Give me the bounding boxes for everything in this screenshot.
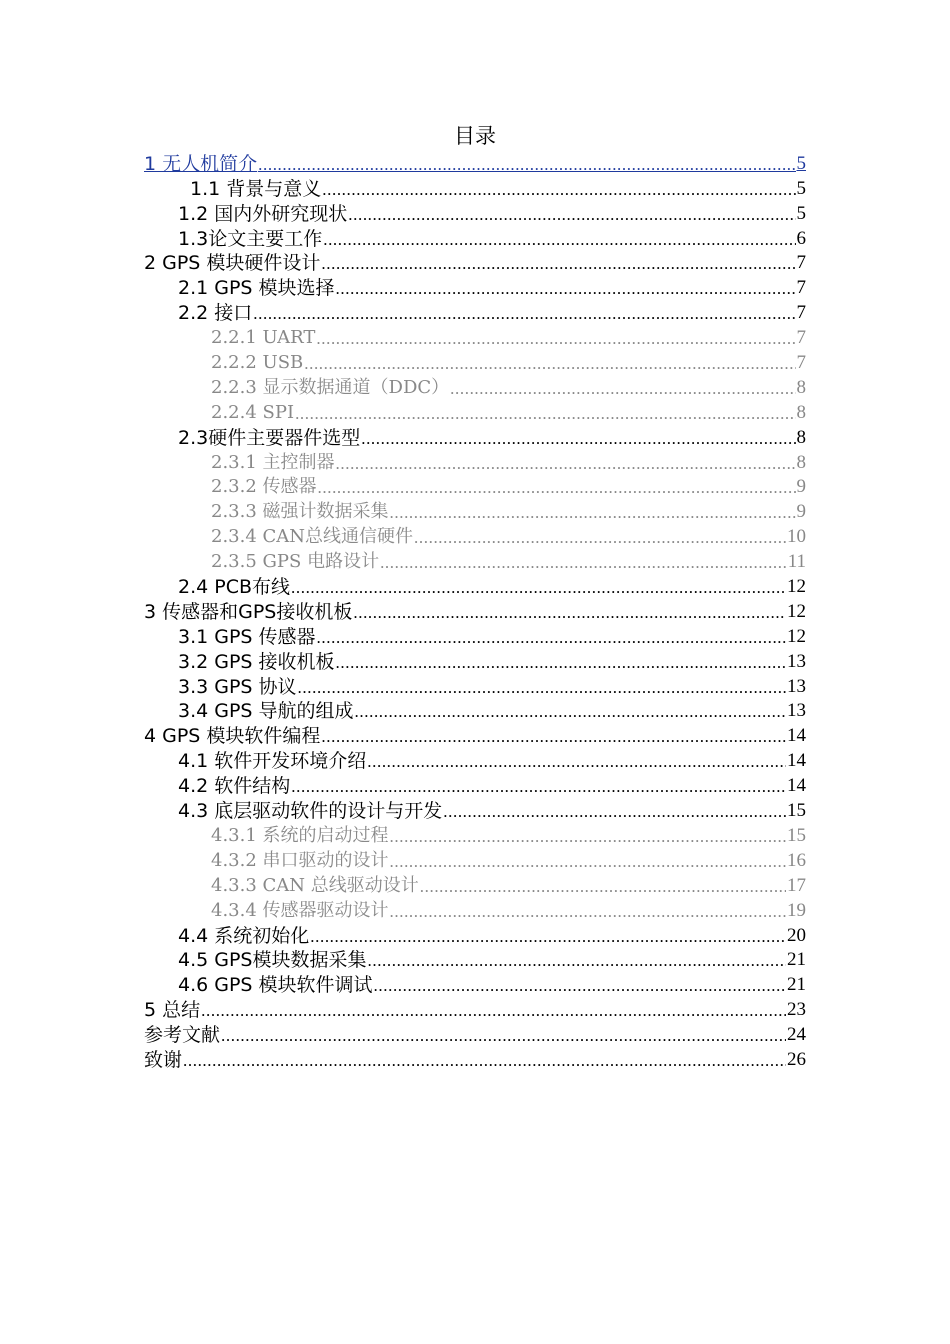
- toc-entry[interactable]: [144, 971, 806, 996]
- toc-title: 目录: [454, 124, 496, 148]
- toc-dot-leader: [380, 553, 787, 573]
- toc-dot-leader: [322, 180, 795, 200]
- toc-entry-page-number: 26: [787, 1048, 806, 1070]
- toc-entry[interactable]: [144, 150, 806, 175]
- toc-entry-page-number: 14: [787, 750, 806, 772]
- toc-entry[interactable]: [144, 648, 806, 673]
- toc-entry-page-number: 9: [796, 501, 806, 523]
- toc-dot-leader: [321, 727, 786, 747]
- toc-entry-page-number: 9: [796, 476, 806, 498]
- toc-entry-label: 2.3.5 GPS 电路设计: [211, 551, 380, 573]
- toc-dot-leader: [201, 1001, 786, 1021]
- toc-dot-leader: [310, 927, 786, 947]
- toc-dot-leader: [367, 752, 786, 772]
- toc-entry-label: 4.3.4 传感器驱动设计: [211, 899, 389, 921]
- toc-entry-label: 2.3.2 传感器: [211, 476, 317, 498]
- toc-entry-label: 2.1 GPS 模块选择: [178, 277, 335, 300]
- toc-entry-page-number: 23: [787, 999, 806, 1021]
- toc-entry[interactable]: [144, 797, 806, 822]
- toc-entry-label: 4.4 系统初始化: [178, 924, 310, 947]
- toc-dot-leader: [450, 379, 795, 399]
- toc-entry-page-number: 5: [796, 152, 806, 174]
- toc-entry-page-number: 14: [787, 775, 806, 797]
- toc-dot-leader: [253, 304, 795, 324]
- toc-entry[interactable]: [144, 573, 806, 598]
- toc-entry[interactable]: [144, 449, 806, 474]
- toc-entry-label: 4.3 底层驱动软件的设计与开发: [178, 800, 443, 823]
- toc-dot-leader: [295, 404, 795, 424]
- toc-entry-label: 2.2.2 USB: [211, 352, 304, 374]
- toc-entry[interactable]: [144, 673, 806, 698]
- toc-entry[interactable]: [144, 548, 806, 573]
- toc-entry[interactable]: [144, 772, 806, 797]
- toc-dot-leader: [390, 827, 786, 847]
- toc-entry-page-number: 5: [796, 202, 806, 224]
- toc-entry[interactable]: [144, 324, 806, 349]
- toc-entry-page-number: 19: [787, 899, 806, 921]
- toc-entry-label: 3.4 GPS 导航的组成: [178, 700, 354, 723]
- toc-entry-page-number: 8: [796, 401, 806, 423]
- toc-list: [144, 150, 806, 1071]
- toc-dot-leader: [258, 155, 795, 175]
- toc-dot-leader: [291, 777, 786, 797]
- toc-entry-label: 1.1 背景与意义: [190, 177, 322, 200]
- toc-entry-label: 2.2.4 SPI: [211, 401, 295, 423]
- toc-entry-label: 4.3.1 系统的启动过程: [211, 824, 389, 846]
- toc-entry[interactable]: [144, 922, 806, 947]
- toc-entry-label: 3.2 GPS 接收机板: [178, 650, 335, 673]
- toc-entry-page-number: 17: [787, 874, 806, 896]
- toc-entry[interactable]: [144, 623, 806, 648]
- toc-dot-leader: [336, 653, 786, 673]
- toc-entry[interactable]: [144, 349, 806, 374]
- toc-entry[interactable]: [144, 996, 806, 1021]
- toc-entry[interactable]: [144, 897, 806, 922]
- toc-entry[interactable]: [144, 175, 806, 200]
- toc-dot-leader: [353, 603, 786, 623]
- toc-entry-label: 4.5 GPS模块数据采集: [178, 949, 367, 972]
- toc-dot-leader: [390, 503, 796, 523]
- toc-entry-page-number: 15: [787, 800, 806, 822]
- toc-entry-label: 4.2 软件结构: [178, 775, 291, 798]
- toc-dot-leader: [414, 528, 786, 548]
- toc-entry-label: 2.4 PCB布线: [178, 576, 291, 599]
- toc-entry-label: 2.3.3 磁强计数据采集: [211, 501, 389, 523]
- toc-entry-page-number: 21: [787, 949, 806, 971]
- toc-dot-leader: [336, 279, 796, 299]
- toc-entry[interactable]: [144, 274, 806, 299]
- toc-dot-leader: [355, 702, 786, 722]
- toc-entry[interactable]: [144, 722, 806, 747]
- toc-entry-page-number: 13: [787, 700, 806, 722]
- toc-entry[interactable]: [144, 847, 806, 872]
- toc-entry-page-number: 13: [787, 675, 806, 697]
- toc-entry-page-number: 8: [796, 451, 806, 473]
- toc-entry-label: 3 传感器和GPS接收机板: [144, 600, 353, 623]
- toc-entry-page-number: 11: [787, 551, 806, 573]
- toc-entry[interactable]: [144, 822, 806, 847]
- toc-entry-page-number: 14: [787, 725, 806, 747]
- toc-entry[interactable]: [144, 299, 806, 324]
- toc-entry-label: 2.3硬件主要器件选型: [178, 426, 361, 449]
- toc-entry-page-number: 7: [796, 302, 806, 324]
- toc-entry-label: 参考文献: [144, 1024, 221, 1047]
- toc-entry[interactable]: [144, 250, 806, 275]
- toc-entry-label: 2.3.1 主控制器: [211, 451, 335, 473]
- toc-entry-label: 4.6 GPS 模块软件调试: [178, 974, 373, 997]
- toc-entry-page-number: 24: [787, 1024, 806, 1046]
- toc-entry[interactable]: [144, 200, 806, 225]
- toc-entry[interactable]: [144, 498, 806, 523]
- toc-entry[interactable]: [144, 1021, 806, 1046]
- toc-entry-label: 2.2 接口: [178, 302, 253, 325]
- toc-entry-label: 1.2 国内外研究现状: [178, 202, 348, 225]
- toc-entry[interactable]: [144, 598, 806, 623]
- toc-dot-leader: [298, 678, 786, 698]
- toc-entry-label: 4.3.3 CAN 总线驱动设计: [211, 874, 419, 896]
- toc-entry-page-number: 6: [796, 227, 806, 249]
- toc-entry[interactable]: [144, 225, 806, 250]
- toc-entry-page-number: 7: [796, 327, 806, 349]
- toc-dot-leader: [323, 230, 795, 250]
- toc-dot-leader: [318, 478, 796, 498]
- toc-entry-label: 4.3.2 串口驱动的设计: [211, 849, 389, 871]
- toc-dot-leader: [443, 802, 786, 822]
- toc-entry[interactable]: [144, 424, 806, 449]
- toc-entry-label: 2.2.3 显示数据通道（DDC）: [211, 376, 450, 398]
- toc-entry-label: 3.1 GPS 传感器: [178, 625, 316, 648]
- toc-dot-leader: [183, 1051, 786, 1071]
- toc-entry-label: 3.3 GPS 协议: [178, 675, 297, 698]
- toc-entry-page-number: 8: [796, 426, 806, 448]
- toc-entry[interactable]: [144, 523, 806, 548]
- toc-entry[interactable]: [144, 399, 806, 424]
- toc-entry[interactable]: [144, 947, 806, 972]
- toc-dot-leader: [291, 578, 786, 598]
- toc-entry-page-number: 12: [787, 625, 806, 647]
- toc-entry-label: 2.3.4 CAN总线通信硬件: [211, 526, 414, 548]
- toc-entry[interactable]: [144, 747, 806, 772]
- toc-entry-page-number: 8: [796, 376, 806, 398]
- toc-entry-label: 1.3论文主要工作: [178, 227, 323, 250]
- toc-entry-page-number: 16: [787, 849, 806, 871]
- toc-entry-label: 4 GPS 模块软件编程: [144, 725, 321, 748]
- toc-entry-page-number: 13: [787, 650, 806, 672]
- toc-dot-leader: [390, 902, 786, 922]
- toc-entry[interactable]: [144, 474, 806, 499]
- toc-entry-page-number: 21: [787, 974, 806, 996]
- toc-entry[interactable]: [144, 374, 806, 399]
- toc-dot-leader: [368, 951, 787, 971]
- toc-entry-label: 1 无人机简介: [144, 152, 258, 175]
- toc-entry-page-number: 7: [796, 277, 806, 299]
- toc-entry[interactable]: [144, 1046, 806, 1071]
- toc-entry[interactable]: [144, 872, 806, 897]
- toc-dot-leader: [321, 254, 795, 274]
- toc-dot-leader: [304, 354, 795, 374]
- toc-entry-page-number: 5: [796, 177, 806, 199]
- toc-dot-leader: [316, 329, 795, 349]
- toc-entry-page-number: 12: [787, 600, 806, 622]
- toc-dot-leader: [361, 429, 795, 449]
- toc-dot-leader: [336, 454, 796, 474]
- toc-entry-label: 5 总结: [144, 999, 201, 1022]
- toc-dot-leader: [420, 877, 786, 897]
- toc-entry-label: 4.1 软件开发环境介绍: [178, 750, 367, 773]
- toc-entry-label: 2.2.1 UART: [211, 327, 316, 349]
- toc-dot-leader: [390, 852, 786, 872]
- toc-entry-label: 致谢: [144, 1048, 183, 1071]
- toc-entry-page-number: 7: [796, 352, 806, 374]
- toc-dot-leader: [317, 628, 786, 648]
- toc-entry-page-number: 15: [787, 824, 806, 846]
- toc-dot-leader: [348, 205, 795, 225]
- toc-dot-leader: [374, 976, 786, 996]
- toc-entry[interactable]: [144, 698, 806, 723]
- toc-entry-page-number: 12: [787, 576, 806, 598]
- toc-entry-page-number: 7: [796, 252, 806, 274]
- toc-entry-page-number: 10: [787, 526, 806, 548]
- toc-entry-page-number: 20: [787, 924, 806, 946]
- toc-entry-label: 2 GPS 模块硬件设计: [144, 252, 321, 275]
- toc-dot-leader: [221, 1026, 786, 1046]
